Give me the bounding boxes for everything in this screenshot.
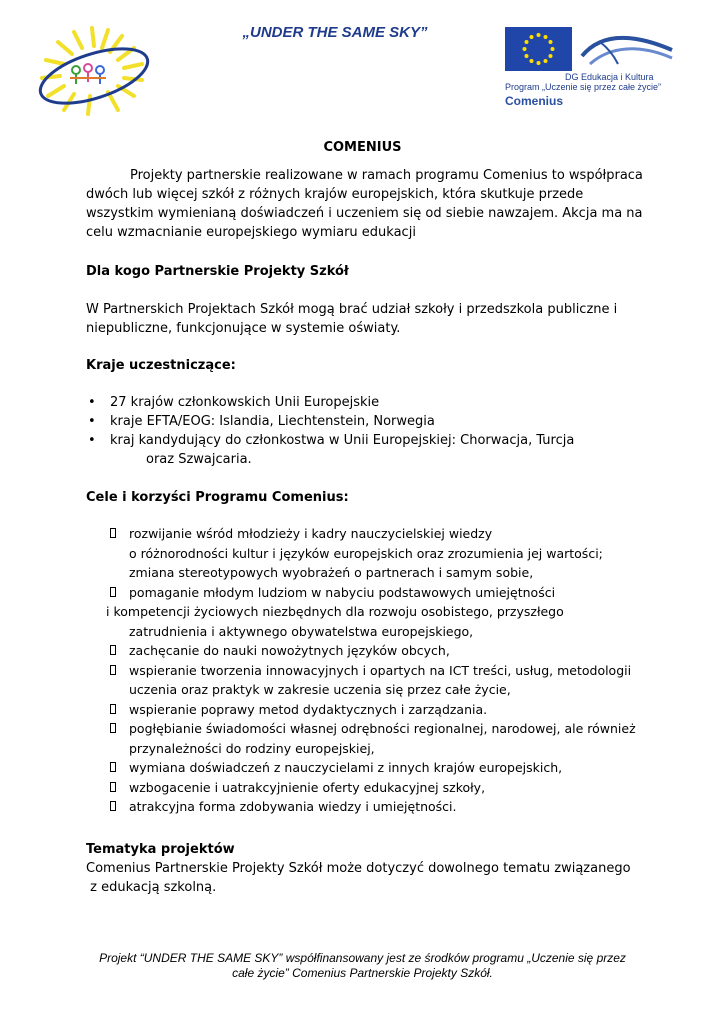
section-heading-countries: Kraje uczestniczące: [86, 358, 236, 373]
bullet-box-icon [110, 665, 116, 675]
section-heading-topics: Tematyka projektów [86, 842, 235, 857]
eu-program-text [505, 72, 695, 108]
page-footer [80, 951, 645, 981]
eu-flag-icon [505, 27, 572, 71]
list-item-line: zmiana stereotypowych wyobrażeń o partnerach i samym sobie, [129, 565, 534, 580]
list-item: wzbogacenie i uatrakcyjnienie oferty edukacyjnej szkoły, [86, 778, 686, 798]
eu-program-dg: DG Edukacja i Kultura [565, 72, 654, 82]
list-item-line: o różnorodności kultur i języków europejskich oraz zrozumienia jej wartości; [129, 545, 603, 561]
list-item: • kraje EFTA/EOG: Islandia, Liechtenstein, Norwegia [86, 412, 646, 431]
list-item: rozwijanie wśród młodzieży i kadry nauczycielskiej wiedzy [86, 524, 686, 544]
bullet-box-icon [110, 587, 116, 597]
list-item: • kraj kandydujący do członkostwa w Unii Europejskiej: Chorwacja, Turcja [86, 431, 646, 450]
intro-paragraph: Projekty partnerskie realizowane w ramach programu Comenius to współpraca dwóch lub więcej szkół z różnych krajów europejskich, która skutkuje przede wszystkim wymienianą doświadczeń i uczeniem się od siebie nawzajem. Akcja ma na celu wzmacnianie europejskiego wymiaru edukacji [86, 168, 643, 240]
list-item-line: przynależności do rodziny europejskiej, [129, 740, 375, 756]
list-item: pogłębianie świadomości własnej odrębności regionalnej, narodowej, ale również [86, 719, 686, 739]
topics-line-2: z edukacją szkolną. [86, 880, 217, 895]
eu-program-name: Program „Uczenie się przez całe życie” [505, 82, 662, 92]
goals-list [86, 524, 686, 817]
bullet-box-icon [110, 645, 116, 655]
section-text-topics [86, 859, 646, 897]
topics-line-1: Comenius Partnerskie Projekty Szkół może dotyczyć dowolnego tematu związanego [86, 861, 631, 876]
list-item-continuation: oraz Szwajcaria. [146, 452, 252, 467]
bullet-box-icon [110, 704, 116, 714]
list-item: pomaganie młodym ludziom w nabyciu podstawowych umiejętności [86, 583, 686, 603]
eu-program-comenius: Comenius [505, 94, 564, 108]
countries-list [86, 393, 646, 469]
list-item: wspieranie tworzenia innowacyjnych i opartych na ICT treści, usług, metodologii [86, 661, 686, 681]
footer-line-1: Projekt “UNDER THE SAME SKY” współfinansowany jest ze środków programu „Uczenie się przez [99, 951, 626, 965]
footer-line-2: całe życie” Comenius Partnerskie Projekty Szkół. [232, 966, 493, 980]
lifelong-learning-logo [580, 28, 675, 70]
list-item: atrakcyjna forma zdobywania wiedzy i umiejętności. [86, 797, 686, 817]
bullet-box-icon [110, 762, 116, 772]
bullet-box-icon [110, 801, 116, 811]
bullet-box-icon [110, 723, 116, 733]
list-item: wspieranie poprawy metod dydaktycznych i zarządzania. [86, 700, 686, 720]
header-project-title: „UNDER THE SAME SKY” [242, 24, 428, 41]
list-item: zachęcanie do nauki nowożytnych języków obcych, [86, 641, 686, 661]
section-text-who: W Partnerskich Projektach Szkół mogą brać udział szkoły i przedszkola publiczne i niepubliczne, funkcjonujące w systemie oświaty. [86, 302, 618, 336]
under-the-same-sky-logo [30, 20, 165, 120]
bullet-box-icon [110, 782, 116, 792]
list-item-line: uczenia oraz praktyk w zakresie uczenia się przez całe życie, [129, 682, 511, 697]
section-heading-who: Dla kogo Partnerskie Projekty Szkół [86, 264, 349, 279]
list-item-line: zatrudnienia i aktywnego obywatelstwa europejskiego, [129, 623, 474, 639]
section-heading-goals: Cele i korzyści Programu Comenius: [86, 490, 349, 505]
list-item: wymiana doświadczeń z nauczycielami z innych krajów europejskich, [86, 758, 686, 778]
document-title: COMENIUS [323, 140, 402, 155]
list-item: • 27 krajów członkowskich Unii Europejskie [86, 393, 646, 412]
bullet-box-icon [110, 528, 116, 538]
list-item-line: i kompetencji życiowych niezbędnych dla rozwoju osobistego, przyszłego [106, 604, 564, 619]
